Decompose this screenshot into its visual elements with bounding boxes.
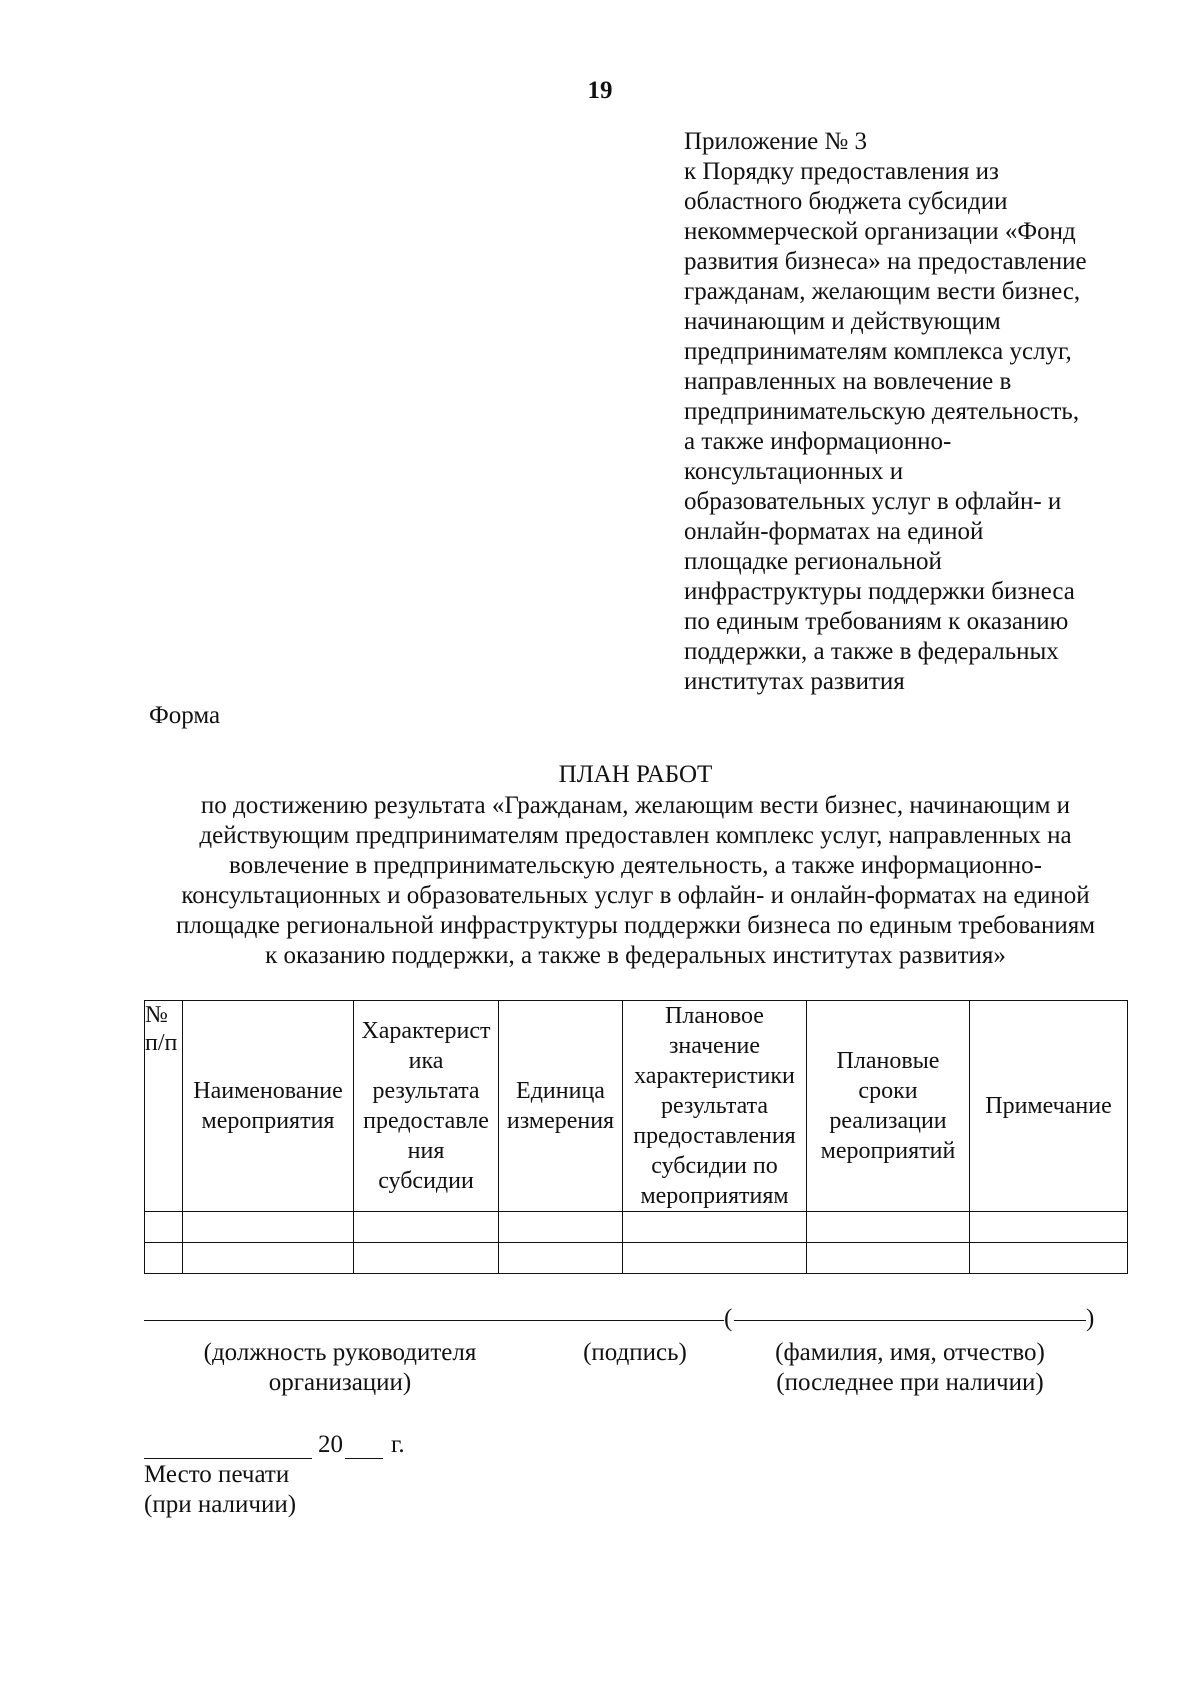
- stamp-label-1: Место печати: [144, 1461, 290, 1488]
- appendix-line: поддержки, а также в федеральных: [684, 638, 1059, 665]
- appendix-line: образовательных услуг в офлайн- и: [684, 488, 1062, 515]
- appendix-line: начинающим и действующим: [684, 308, 1001, 335]
- header-line: Плановые: [836, 1048, 940, 1074]
- column-header: [499, 1001, 623, 1212]
- appendix-line: развития бизнеса» на предоставление: [684, 248, 1087, 275]
- table-cell: [807, 1243, 970, 1274]
- name-label-1: (фамилия, имя, отчество): [775, 1339, 1045, 1366]
- appendix-line: по единым требованиям к оказанию: [684, 608, 1069, 635]
- header-line: Наименование: [193, 1078, 343, 1104]
- table-cell: [145, 1243, 183, 1274]
- appendix-line: Приложение № 3: [684, 128, 868, 155]
- work-plan-table: [144, 1000, 1128, 1274]
- header-line: Единица: [516, 1078, 605, 1104]
- table-cell: [354, 1212, 499, 1243]
- year-line: [345, 1458, 383, 1459]
- header-line: Примечание: [985, 1093, 1112, 1119]
- year-prefix: 20: [318, 1431, 343, 1458]
- close-paren: ): [1086, 1305, 1095, 1332]
- appendix-line: а также информационно-: [684, 428, 952, 455]
- name-line: [734, 1320, 1086, 1321]
- signature-label: (подпись): [583, 1339, 687, 1366]
- subtitle-line: по достижению результата «Гражданам, желающим вести бизнес, начинающим и: [200, 792, 1071, 819]
- subtitle-line: вовлечение в предпринимательскую деятельность, а также информационно-: [229, 852, 1042, 879]
- header-line: мероприятия: [201, 1108, 335, 1134]
- table-cell: [183, 1243, 354, 1274]
- position-label-2: организации): [268, 1369, 412, 1396]
- column-header: [354, 1001, 499, 1212]
- table-cell: [623, 1243, 807, 1274]
- form-label: Форма: [149, 702, 221, 729]
- header-line: результата: [660, 1093, 769, 1119]
- appendix-line: направленных на вовлечение в: [684, 368, 1012, 395]
- table-row: [145, 1212, 1128, 1243]
- header-line: значение: [668, 1033, 761, 1059]
- table-cell: [499, 1243, 623, 1274]
- table-row: [145, 1243, 1128, 1274]
- year-suffix: г.: [391, 1431, 405, 1458]
- appendix-line: инфраструктуры поддержки бизнеса: [684, 578, 1075, 605]
- table-cell: [183, 1212, 354, 1243]
- position-label-1: (должность руководителя: [203, 1339, 477, 1366]
- subtitle-line: действующим предпринимателям предоставлен комплекс услуг, направленных на: [199, 822, 1072, 849]
- appendix-line: онлайн-форматах на единой: [684, 518, 984, 545]
- table-cell: [354, 1243, 499, 1274]
- table-cell: [145, 1212, 183, 1243]
- column-header: [145, 1001, 183, 1212]
- stamp-label-2: (при наличии): [144, 1491, 297, 1518]
- appendix-line: к Порядку предоставления из: [684, 158, 999, 185]
- header-line: предоставле: [363, 1108, 489, 1134]
- appendix-line: институтах развития: [684, 668, 905, 695]
- header-line: результата: [372, 1078, 480, 1104]
- header-line: реализации: [829, 1108, 947, 1134]
- header-line: сроки: [858, 1078, 918, 1104]
- subtitle-line: площадке региональной инфраструктуры поддержки бизнеса по единым требованиям: [175, 912, 1096, 939]
- appendix-line: некоммерческой организации «Фонд: [684, 218, 1076, 245]
- date-line: [144, 1458, 312, 1459]
- appendix-line: предпринимателям комплекса услуг,: [684, 338, 1072, 365]
- header-line: ика: [408, 1048, 444, 1074]
- column-header: [807, 1001, 970, 1212]
- appendix-note: [684, 127, 1087, 697]
- appendix-line: предпринимательскую деятельность,: [684, 398, 1080, 425]
- header-line: измерения: [506, 1108, 615, 1134]
- appendix-line: гражданам, желающим вести бизнес,: [684, 278, 1081, 305]
- header-line: Плановое: [665, 1003, 764, 1029]
- header-line: №: [145, 1002, 168, 1028]
- header-line: п/п: [145, 1030, 178, 1056]
- appendix-line: консультационных и: [684, 458, 904, 485]
- subtitle-line: к оказанию поддержки, а также в федеральных институтах развития»: [265, 942, 1006, 969]
- table-header-row: [145, 1001, 1128, 1212]
- header-line: ния: [407, 1138, 445, 1164]
- table-cell: [970, 1212, 1128, 1243]
- header-line: мероприятий: [820, 1138, 956, 1164]
- name-label-2: (последнее при наличии): [776, 1369, 1044, 1396]
- column-header: [970, 1001, 1128, 1212]
- header-line: мероприятиям: [640, 1183, 789, 1209]
- header-line: субсидии: [378, 1168, 474, 1194]
- table-cell: [807, 1212, 970, 1243]
- position-line: [144, 1320, 546, 1321]
- header-line: Характерист: [361, 1018, 491, 1044]
- table-cell: [499, 1212, 623, 1243]
- column-header: [183, 1001, 354, 1212]
- header-line: предоставления: [633, 1123, 796, 1149]
- subtitle-line: консультационных и образовательных услуг в офлайн- и онлайн-форматах на единой: [181, 882, 1090, 909]
- table-cell: [623, 1212, 807, 1243]
- header-line: характеристики: [634, 1063, 795, 1089]
- open-paren: (: [724, 1305, 733, 1332]
- document-subtitle: [144, 791, 1127, 971]
- column-header: [623, 1001, 807, 1212]
- signature-line: [546, 1320, 724, 1321]
- header-line: субсидии по: [651, 1153, 778, 1179]
- appendix-line: областного бюджета субсидии: [684, 188, 1008, 215]
- document-title: ПЛАН РАБОТ: [558, 761, 713, 788]
- appendix-line: площадке региональной: [684, 548, 942, 575]
- table-cell: [970, 1243, 1128, 1274]
- page-number: 19: [587, 77, 613, 104]
